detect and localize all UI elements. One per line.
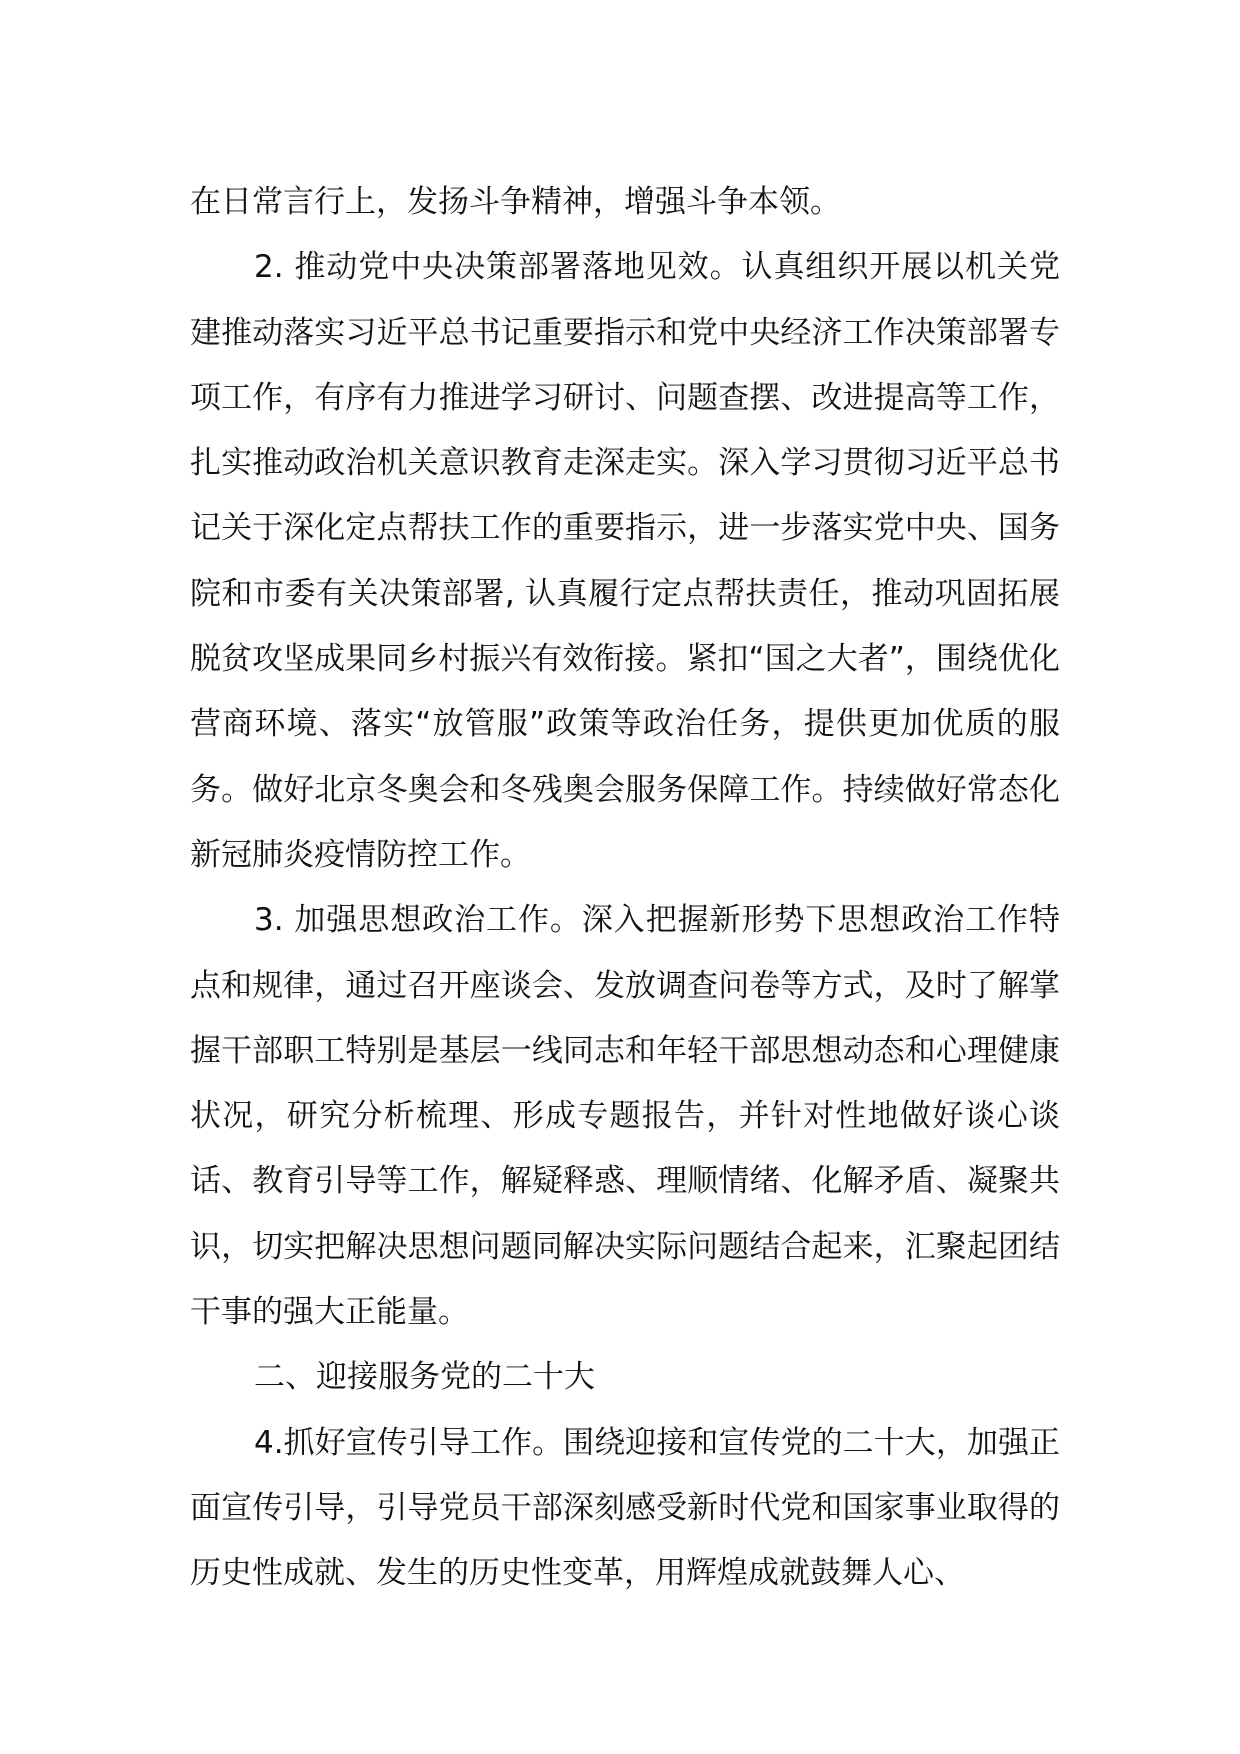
section-heading-2: 二、迎接服务党的二十大: [254, 1359, 595, 1396]
paragraph-item-2: 2. 推动党中央决策部署落地见效。认真组织开展以机关党建推动落实习近平总书记重要指示和党中央经济工作决策部署专项工作，有序有力推进学习研讨、问题查摆、改进提高等工作，扎实推动政治机关意识教育走深走实。深入学习贯彻习近平总书记关于深化定点帮扶工作的重要指示，进一步落实党中央、国务院和市委有关决策部署, 认真履行定点帮扶责任，推动巩固拓展脱贫攻坚成果同乡村振兴有效衔接。紧扣“国之大者”，围绕优化营商环境、落实“放管服”政策等政治任务，提供更加优质的服务。做好北京冬奥会和冬残奥会服务保障工作。持续做好常态化新冠肺炎疫情防控工作。: [190, 249, 1060, 873]
paragraph-item-4: 4.抓好宣传引导工作。围绕迎接和宣传党的二十大，加强正面宣传引导，引导党员干部深刻感受新时代党和国家事业取得的历史性成就、发生的历史性变革，用辉煌成就鼓舞人心、: [190, 1424, 1060, 1592]
paragraph-continuation: 在日常言行上，发扬斗争精神，增强斗争本领。: [190, 184, 841, 220]
document-body: [190, 170, 1060, 1607]
paragraph-item-3: 3. 加强思想政治工作。深入把握新形势下思想政治工作特点和规律，通过召开座谈会、发放调查问卷等方式，及时了解掌握干部职工特别是基层一线同志和年轻干部思想动态和心理健康状况，研究分析梳理、形成专题报告，并针对性地做好谈心谈话、教育引导等工作，解疑释惑、理顺情绪、化解矛盾、凝聚共识，切实把解决思想问题同解决实际问题结合起来，汇聚起团结干事的强大正能量。: [190, 902, 1060, 1331]
